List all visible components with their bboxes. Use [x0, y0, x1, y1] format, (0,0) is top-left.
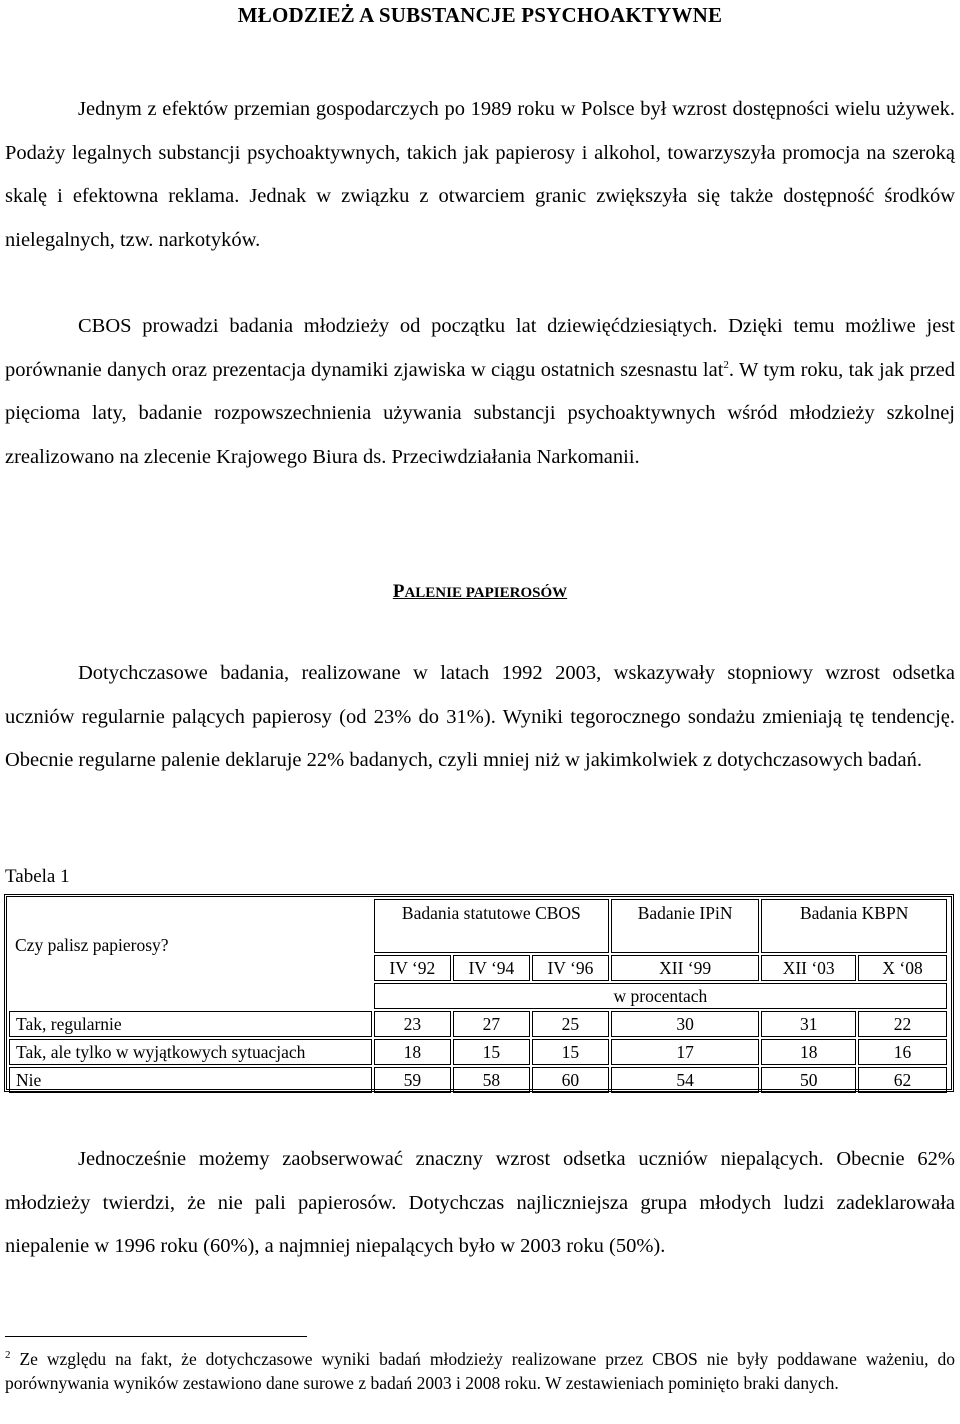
table-cell: 25 [532, 1011, 609, 1037]
header-kbpn: Badania KBPN [761, 899, 947, 953]
smoking-trend-paragraph-text: Dotychczasowe badania, realizowane w latach 1992 2003, wskazywały stopniowy wzrost odsetka uczniów regularnie palących papierosy (od 23% do 31%). Wyniki tegorocznego sondażu zmieniają tę tendencję. Obecnie regularne palenie deklaruje 22% badanych, czyli mniej niż w jakimkolwiek z dotychczasowych badań. [5, 662, 955, 772]
table-cell: 18 [374, 1039, 451, 1065]
header-year: XII ‘03 [761, 955, 856, 981]
nonsmokers-paragraph [5, 1138, 955, 1269]
table-cell: 58 [453, 1067, 530, 1093]
header-year: XII ‘99 [611, 955, 759, 981]
cbos-paragraph [5, 305, 955, 479]
intro-paragraph [5, 88, 955, 262]
table-cell: 59 [374, 1067, 451, 1093]
table-cell: 31 [761, 1011, 856, 1037]
header-year: IV ‘94 [453, 955, 530, 981]
table-cell: 15 [453, 1039, 530, 1065]
document-title: MŁODZIEŻ A SUBSTANCJE PSYCHOAKTYWNE [237, 3, 723, 27]
footnote [5, 1347, 955, 1395]
cbos-paragraph-text-2: . W tym roku, tak jak przed pięcioma laty, badanie rozpowszechnienia używania substancji psychoaktywnych wśród młodzieży szkolnej zrealizowano na zlecenie Krajowego Biura ds. Przeciwdziałania Narkomanii. [5, 358, 955, 468]
table-row [9, 1039, 947, 1065]
table-header-row-groups [9, 899, 947, 953]
empty-cell [9, 983, 372, 1009]
smoking-table [7, 897, 949, 1095]
row-label: Tak, ale tylko w wyjątkowych sytuacjach [9, 1039, 372, 1065]
table-unit-row [9, 983, 947, 1009]
header-year: IV ‘96 [532, 955, 609, 981]
intro-paragraph-text: Jednym z efektów przemian gospodarczych po 1989 roku w Polsce był wzrost dostępności wielu używek. Podaży legalnych substancji psychoaktywnych, takich jak papierosy i alkohol, towarzyszyła promocja na szeroką skalę i efektowna reklama. Jednak w związku z otwarciem granic zwiększyła się także dostępność środków nielegalnych, tzw. narkotyków. [5, 98, 955, 251]
footnote-reference[interactable]: 2 [723, 358, 729, 371]
smoking-table-frame [4, 894, 954, 1092]
table-cell: 16 [858, 1039, 947, 1065]
header-year: X ‘08 [858, 955, 947, 981]
nonsmokers-paragraph-text: Jednocześnie możemy zaobserwować znaczny wzrost odsetka uczniów niepalących. Obecnie 62% młodzieży twierdzi, że nie pali papierosów. Dotychczas najliczniejsza grupa młodych ludzi zadeklarowała niepalenie w 1996 roku (60%), a najmniej niepalących było w 2003 roku (50%). [5, 1148, 955, 1258]
table-cell: 50 [761, 1067, 856, 1093]
smoking-trend-paragraph [5, 652, 955, 783]
table-question-label: Czy palisz papierosy? [15, 934, 169, 955]
table-cell: 17 [611, 1039, 759, 1065]
table-row [9, 1067, 947, 1093]
section-heading-initial: P [392, 581, 405, 602]
table-cell: 22 [858, 1011, 947, 1037]
table-caption: Tabela 1 [5, 866, 70, 887]
table-cell: 15 [532, 1039, 609, 1065]
table-row [9, 1011, 947, 1037]
table-cell: 54 [611, 1067, 759, 1093]
footnote-text: Ze względu na fakt, że dotychczasowe wyniki badań młodzieży realizowane przez CBOS nie były poddawane ważeniu, do porównywania wyników zestawiono dane surowe z badań 2003 i 2008 roku. W zestawieniach pominięto braki danych. [5, 1349, 955, 1393]
row-label: Nie [9, 1067, 372, 1093]
row-label: Tak, regularnie [9, 1011, 372, 1037]
cbos-paragraph-text-1: CBOS prowadzi badania młodzieży od początku lat dziewięćdziesiątych. Dzięki temu możliwe jest porównanie danych oraz prezentacja dynamiki zjawiska w ciągu ostatnich szesnastu lat [5, 315, 955, 381]
footnote-divider [5, 1336, 307, 1337]
table-cell: 30 [611, 1011, 759, 1037]
footnote-mark: 2 [5, 1349, 11, 1362]
header-year: IV ‘92 [374, 955, 451, 981]
table-cell: 62 [858, 1067, 947, 1093]
table-cell: 60 [532, 1067, 609, 1093]
header-ipin: Badanie IPiN [611, 899, 759, 953]
section-heading-smoking [0, 581, 960, 603]
table-cell: 23 [374, 1011, 451, 1037]
table-cell: 27 [453, 1011, 530, 1037]
section-heading-word2: PAPIEROSÓW [465, 585, 568, 601]
section-heading-word1: ALENIE [404, 585, 466, 601]
table-cell: 18 [761, 1039, 856, 1065]
header-cbos: Badania statutowe CBOS [374, 899, 609, 953]
table-unit-label: w procentach [374, 983, 947, 1009]
